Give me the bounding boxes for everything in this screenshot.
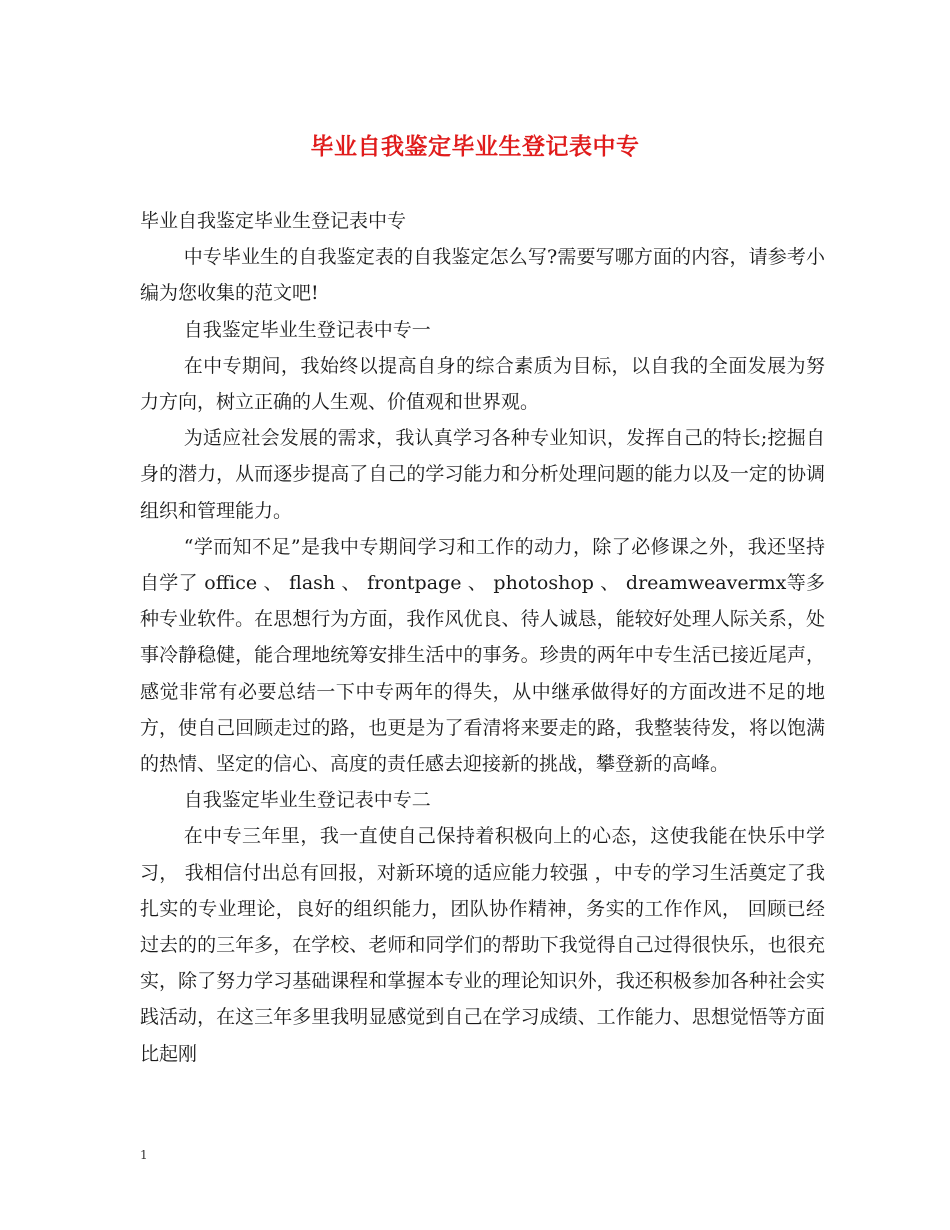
document-title: 毕业自我鉴定毕业生登记表中专 [310,134,640,160]
section-1-paragraph-1: 在中专期间，我始终以提高自身的综合素质为目标，以自我的全面发展为努力方向，树立正确的人生观、价值观和世界观。 [140,354,825,414]
section-1-paragraph-3: “学而知不足”是我中专期间学习和工作的动力，除了必修课之外，我还坚持自学了 office 、 flash 、 frontpage 、 photoshop 、 dreamweavermx等多种专业软件。在思想行为方面，我作风优良、待人诚恳，能较好处理人际关系，处事冷静稳健，能合理地统筹安排生活中的事务。珍贵的两年中专生活已接近尾声，感觉非常有必要总结一下中专两年的得失，从中继承做得好的方面改进不足的地方，使自己回顾走过的路，也更是为了看清将来要走的路，我整装待发，将以饱满的热情、坚定的信心、高度的责任感去迎接新的挑战，攀登新的高峰。 [140,535,825,776]
intro-paragraph: 中专毕业生的自我鉴定表的自我鉴定怎么写?需要写哪方面的内容，请参考小编为您收集的范文吧! [140,246,825,305]
section-2-paragraph-1: 在中专三年里，我一直使自己保持着积极向上的心态，这使我能在快乐中学习， 我相信付出总有回报，对新环境的适应能力较强 ，中专的学习生活奠定了我扎实的专业理论，良好的组织能力，团队协作精神，务实的工作作风， 回顾已经过去的的三年多，在学校、老师和同学们的帮助下我觉得自己过得很快乐，也很充实，除了努力学习基础课程和掌握本专业的理论知识外，我还积极参加各种社会实践活动，在这三年多里我明显感觉到自己在学习成绩、工作能力、思想觉悟等方面比起刚 [140,825,825,1065]
page-number: 1 [140,1148,148,1162]
section-heading-1: 自我鉴定毕业生登记表中专一 [183,318,431,341]
section-heading-2: 自我鉴定毕业生登记表中专二 [183,789,431,812]
document-body [140,203,825,1072]
body-heading: 毕业自我鉴定毕业生登记表中专 [140,210,407,232]
section-1-paragraph-2: 为适应社会发展的需求，我认真学习各种专业知识，发挥自己的特长;挖掘自身的潜力，从而逐步提高了自己的学习能力和分析处理问题的能力以及一定的协调组织和管理能力。 [140,427,825,522]
